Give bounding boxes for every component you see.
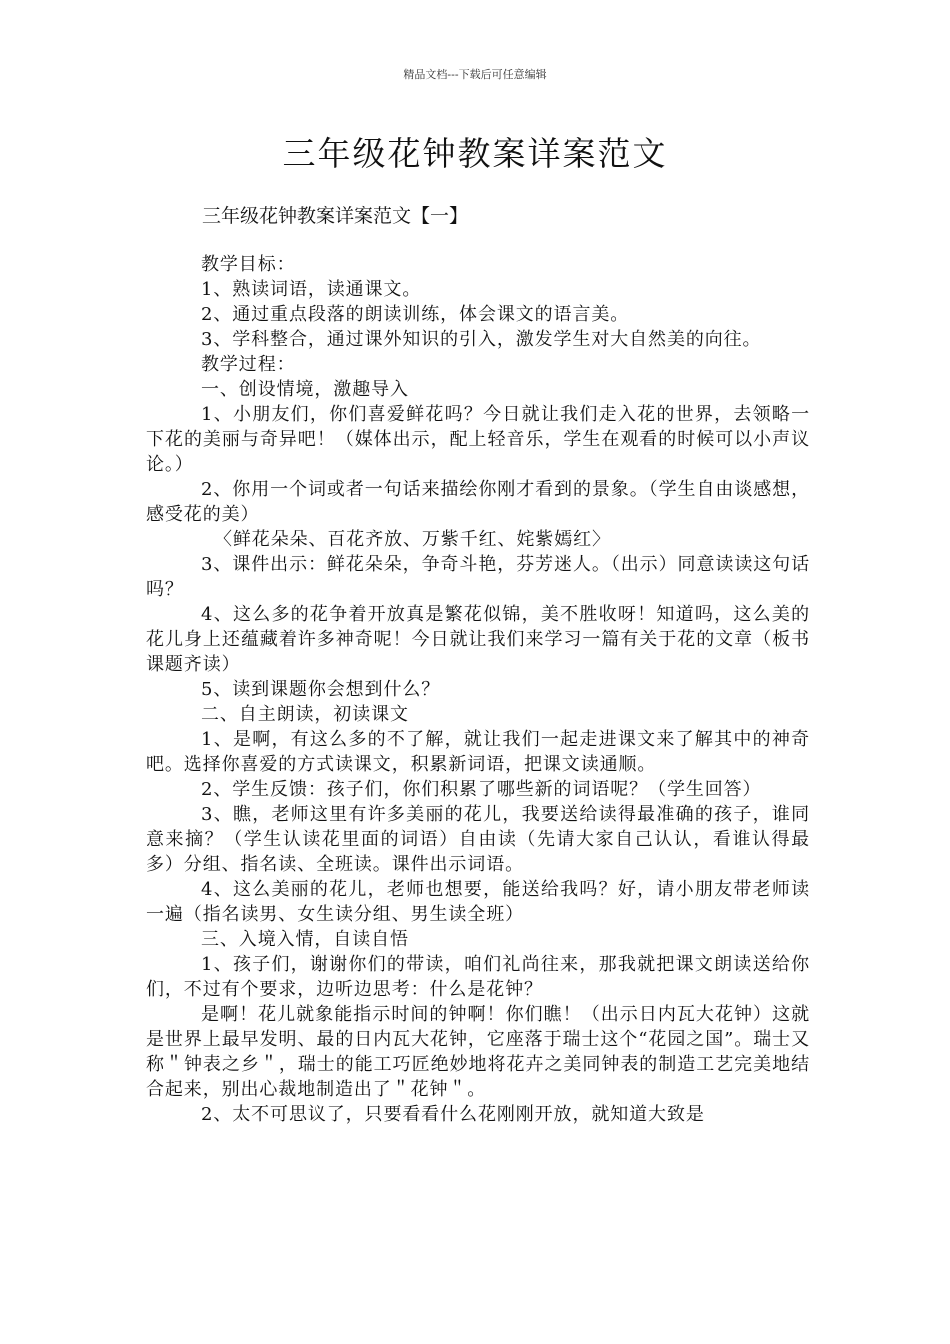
paragraph: 4、这么美丽的花儿，老师也想要，能送给我吗？好，请小朋友带老师读一遍（指名读男、女生读分组、男生读全班） xyxy=(146,879,810,925)
paragraph: 教学过程： xyxy=(201,354,296,375)
paragraph: 4、这么多的花争着开放真是繁花似锦，美不胜收呀！知道吗，这么美的花儿身上还蕴藏着许多神奇呢！今日就让我们来学习一篇有关于花的文章（板书课题齐读） xyxy=(146,604,810,675)
header-note: 精品文档---下载后可任意编辑 xyxy=(403,68,547,81)
paragraph: 1、孩子们，谢谢你们的带读，咱们礼尚往来，那我就把课文朗读送给你们，不过有个要求，边听边思考：什么是花钟？ xyxy=(146,954,810,1000)
paragraph: 3、瞧，老师这里有许多美丽的花儿，我要送给读得最准确的孩子，谁同意来摘？（学生认读花里面的词语）自由读（先请大家自己认认，看谁认得最多）分组、指名读、全班读。课件出示词语。 xyxy=(146,804,810,875)
paragraph: 是啊！花儿就象能指示时间的钟啊！你们瞧！（出示日内瓦大花钟）这就是世界上最早发明、最的日内瓦大花钟，它座落于瑞士这个“花园之国”。瑞士又称＂钟表之乡＂，瑞士的能工巧匠绝妙地将花卉之美同钟表的制造工艺完美地结合起来，别出心裁地制造出了＂花钟＂。 xyxy=(146,1004,810,1100)
paragraph: 三、入境入情，自读自悟 xyxy=(201,929,409,950)
paragraph: 2、通过重点段落的朗读训练，体会课文的语言美。 xyxy=(201,304,630,325)
paragraph: 2、太不可思议了，只要看看什么花刚刚开放，就知道大致是 xyxy=(201,1104,705,1125)
paragraph: 教学目标： xyxy=(201,254,296,275)
document-body xyxy=(146,252,810,1127)
paragraph: 〈鲜花朵朵、百花齐放、万紫千红、姹紫嫣红〉 xyxy=(214,529,611,550)
paragraph: 1、小朋友们，你们喜爱鲜花吗？今日就让我们走入花的世界，去领略一下花的美丽与奇异吧！（媒体出示，配上轻音乐，学生在观看的时候可以小声议论。） xyxy=(146,404,810,475)
section-heading: 三年级花钟教案详案范文【一】 xyxy=(202,205,469,227)
paragraph: 一、创设情境，激趣导入 xyxy=(201,379,409,400)
paragraph: 3、课件出示：鲜花朵朵，争奇斗艳，芬芳迷人。（出示）同意读读这句话吗？ xyxy=(146,554,810,600)
paragraph: 1、熟读词语，读通课文。 xyxy=(201,279,422,300)
paragraph: 二、自主朗读，初读课文 xyxy=(201,704,409,725)
paragraph: 2、学生反馈：孩子们，你们积累了哪些新的词语呢？（学生回答） xyxy=(201,779,762,800)
document-title: 三年级花钟教案详案范文 xyxy=(282,134,668,173)
paragraph: 1、是啊，有这么多的不了解，就让我们一起走进课文来了解其中的神奇吧。选择你喜爱的方式读课文，积累新词语，把课文读通顺。 xyxy=(146,729,810,775)
paragraph: 5、读到课题你会想到什么？ xyxy=(201,679,441,700)
paragraph: 2、你用一个词或者一句话来描绘你刚才看到的景象。（学生自由谈感想，感受花的美） xyxy=(146,479,810,525)
paragraph: 3、学科整合，通过课外知识的引入，激发学生对大自然美的向往。 xyxy=(201,329,762,350)
